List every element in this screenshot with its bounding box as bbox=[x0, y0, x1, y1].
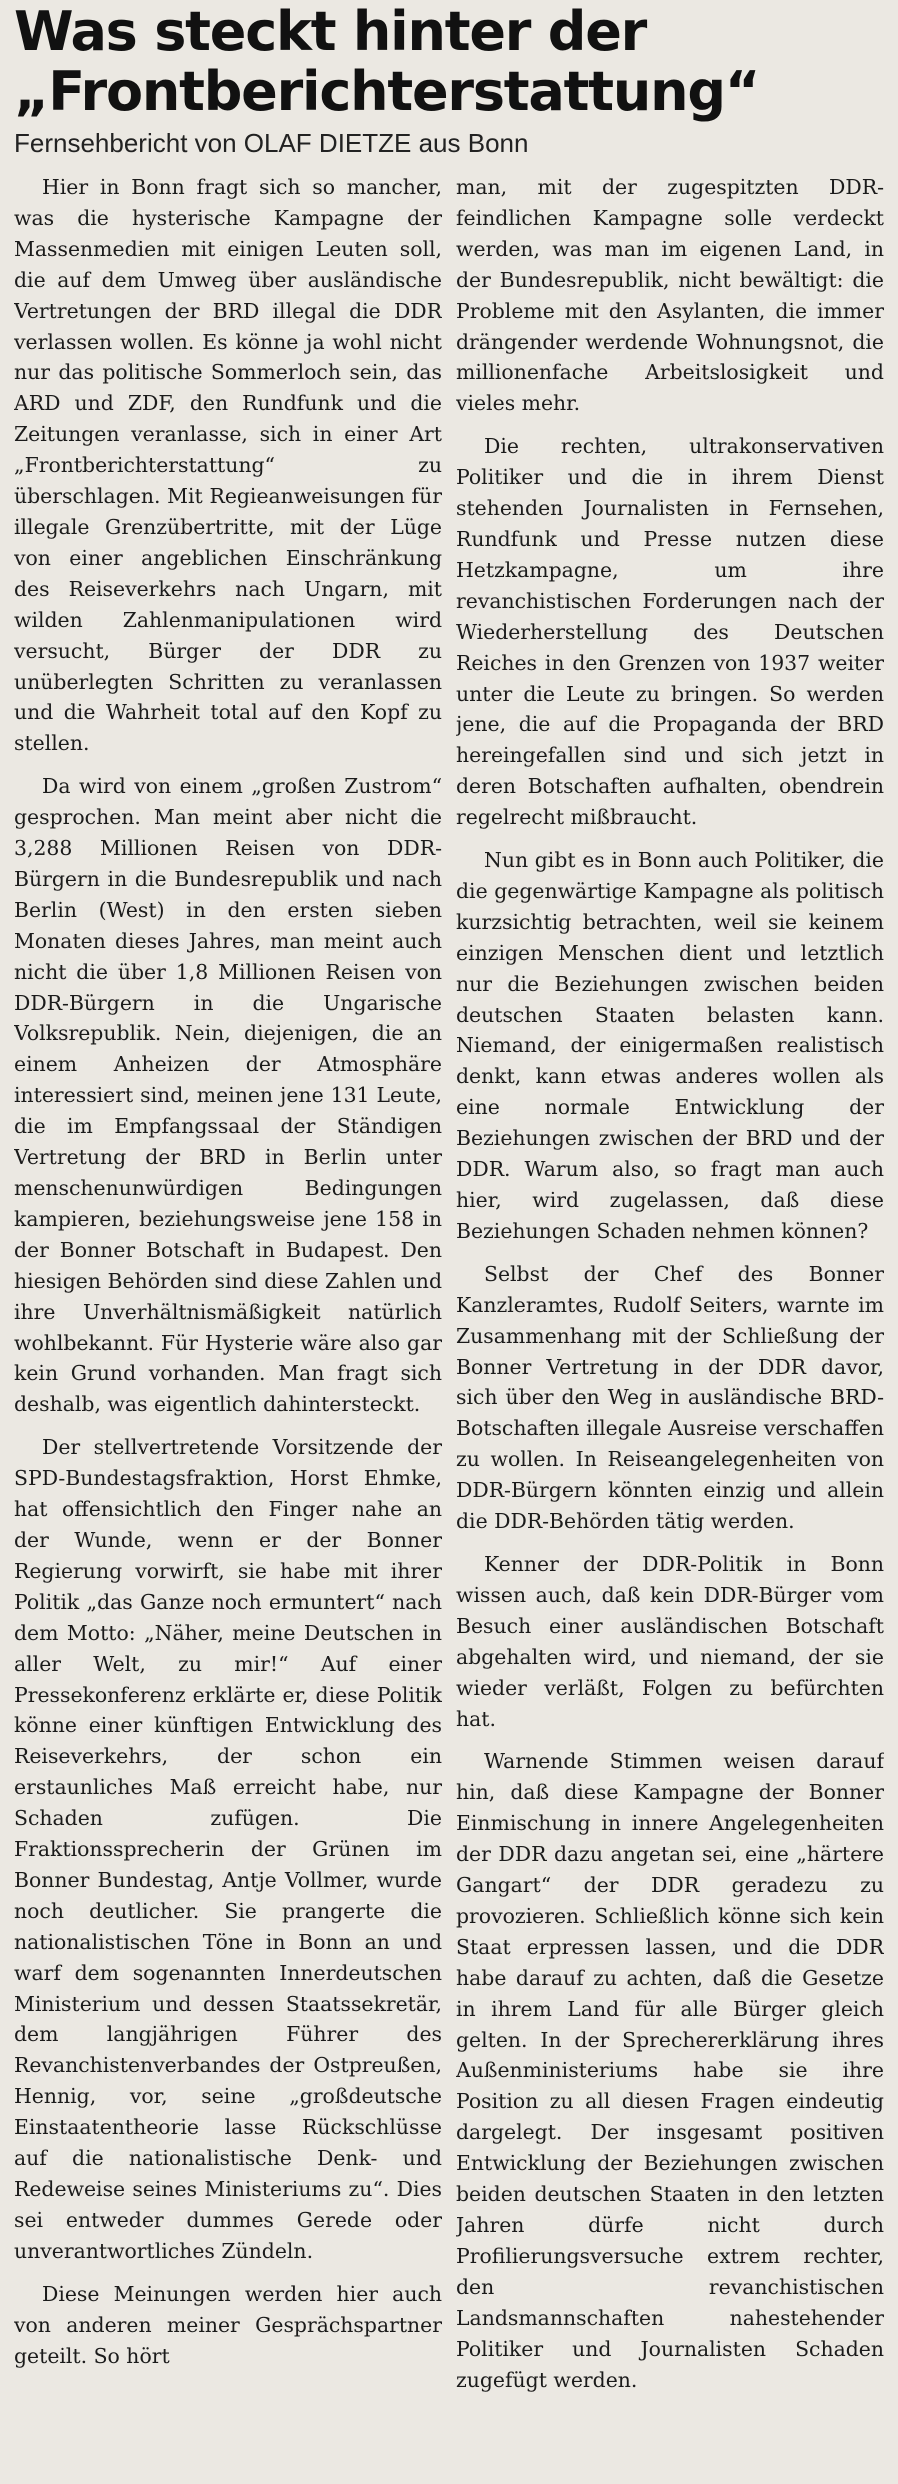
headline-line-1: Was steckt hinter der bbox=[14, 0, 647, 63]
article-body bbox=[14, 172, 884, 2395]
byline: Fernsehbericht von OLAF DIETZE aus Bonn bbox=[14, 128, 529, 158]
paragraph: Nun gibt es in Bonn auch Politiker, die die gegenwärtige Kampagne als politisch kurzsichtig betrachten, weil sie keinem einzigen Menschen dient und letztlich nur die Beziehungen zwischen beiden deutschen Staaten belasten kann. Niemand, der einigermaßen realistisch denkt, kann etwas anderes wollen als eine normale Entwicklung der Beziehungen zwischen der BRD und der DDR. Warum also, so fragt man auch hier, wird zugelassen, daß diese Beziehungen Schaden nehmen können? bbox=[456, 848, 884, 1243]
paragraph: Selbst der Chef des Bonner Kanzleramtes, Rudolf Seiters, warnte im Zusammenhang mit der Schließung der Bonner Vertretung in der DDR davor, sich über den Weg in ausländische BRD-Botschaften illegale Ausreise verschaffen zu wollen. In Reiseangelegenheiten von DDR-Bürgern könnten einzig und allein die DDR-Behörden tätig werden. bbox=[456, 1261, 884, 1534]
paragraph: Kenner der DDR-Politik in Bonn wissen auch, daß kein DDR-Bürger vom Besuch einer ausländischen Botschaft abgehalten wird, und niemand, der sie wieder verläßt, Folgen zu befürchten hat. bbox=[456, 1551, 884, 1731]
paragraph: Warnende Stimmen weisen darauf hin, daß diese Kampagne der Bonner Einmischung in innere Angelegenheiten der DDR dazu angetan sei, eine „härtere Gangart“ der DDR geradezu zu provozieren. Schließlich könne sich kein Staat erpressen lassen, und die DDR habe darauf zu achten, daß die Gesetze in ihrem Land für alle Bürger gleich gelten. In der Sprechererklärung ihres Außenministeriums habe sie ihre Position zu all diesen Fragen eindeutig dargelegt. Der insgesamt positiven Entwicklung der Beziehungen zwischen beiden deutschen Staaten in den letzten Jahren dürfe nicht durch Profilierungsversuche extrem rechter, den revanchistischen Landsmannschaften nahestehender Politiker und Journalisten Schaden zugefügt werden. bbox=[456, 1749, 884, 2392]
column-left bbox=[14, 172, 442, 2395]
paragraph: Der stellvertretende Vorsitzende der SPD-Bundestagsfraktion, Horst Ehmke, hat offensichtlich den Finger nahe an der Wunde, wenn er der Bonner Regierung vorwirft, sie habe mit ihrer Politik „das Ganze noch ermuntert“ nach dem Motto: „Näher, meine Deutschen in aller Welt, zu mir!“ Auf einer Pressekonferenz erklärte er, diese Politik könne einer künftigen Entwicklung des Reiseverkehrs, der schon ein erstaunliches Maß erreicht habe, nur Schaden zufügen. Die Fraktionssprecherin der Grünen im Bonner Bundestag, Antje Vollmer, wurde noch deutlicher. Sie prangerte die nationalistischen Töne in Bonn an und warf dem sogenannten Innerdeutschen Ministerium und dessen Staatssekretär, dem langjährigen Führer des Revanchistenverbandes der Ostpreußen, Hennig, vor, seine „großdeutsche Einstaatentheorie lasse Rückschlüsse auf die nationalistische Denk- und Redeweise seines Ministeriums zu“. Dies sei entweder dummes Gerede oder unverantwortliches Zündeln. bbox=[14, 1435, 442, 2263]
paragraph: Diese Meinungen werden hier auch von anderen meiner Gesprächspartner geteilt. So hört bbox=[14, 2281, 442, 2368]
paragraph: Hier in Bonn fragt sich so mancher, was die hysterische Kampagne der Massenmedien mit einigen Leuten soll, die auf dem Umweg über ausländische Vertretungen der BRD illegal die DDR verlassen wollen. Es könne ja wohl nicht nur das politische Sommerloch sein, das ARD und ZDF, den Rundfunk und die Zeitungen veranlasse, sich in einer Art „Frontberichterstattung“ zu überschlagen. Mit Regieanweisungen für illegale Grenzübertritte, mit der Lüge von einer angeblichen Einschränkung des Reiseverkehrs nach Ungarn, mit wilden Zahlenmanipulationen wird versucht, Bürger der DDR zu unüberlegten Schritten zu veranlassen und die Wahrheit total auf den Kopf zu stellen. bbox=[14, 175, 442, 756]
paragraph: Da wird von einem „großen Zustrom“ gesprochen. Man meint aber nicht die 3,288 Millionen Reisen von DDR-Bürgern in die Bundesrepublik und nach Berlin (West) in den ersten sieben Monaten dieses Jahres, man meint auch nicht die über 1,8 Millionen Reisen von DDR-Bürgern in die Ungarische Volksrepublik. Nein, diejenigen, die an einem Anheizen der Atmosphäre interessiert sind, meinen jene 131 Leute, die im Empfangssaal der Ständigen Vertretung der BRD in Berlin unter menschenunwürdigen Bedingungen kampieren, beziehungsweise jene 158 in der Bonner Botschaft in Budapest. Den hiesigen Behörden sind diese Zahlen und ihre Unverhältnismäßigkeit natürlich wohlbekannt. Für Hysterie wäre also gar kein Grund vorhanden. Man fragt sich deshalb, was eigentlich dahintersteckt. bbox=[14, 774, 442, 1417]
paragraph: Die rechten, ultrakonservativen Politiker und die in ihrem Dienst stehenden Journalisten in Fernsehen, Rundfunk und Presse nutzen diese Hetzkampagne, um ihre revanchistischen Forderungen nach der Wiederherstellung des Deutschen Reiches in den Grenzen von 1937 weiter unter die Leute zu bringen. So werden jene, die auf die Propaganda der BRD hereingefallen sind und sich jetzt in deren Botschaften aufhalten, obendrein regelrecht mißbraucht. bbox=[456, 434, 884, 830]
headline bbox=[14, 0, 884, 122]
column-right bbox=[456, 172, 884, 2395]
paragraph-continued: man, mit der zugespitzten DDR-feindlichen Kampagne solle verdeckt werden, was man im eigenen Land, in der Bundesrepublik, nicht bewältigt: die Probleme mit den Asylanten, die immer drängender werdende Wohnungsnot, die millionenfache Arbeitslosigkeit und vieles mehr. bbox=[456, 175, 884, 416]
headline-line-2: „Frontberichterstattung“ bbox=[14, 60, 760, 123]
